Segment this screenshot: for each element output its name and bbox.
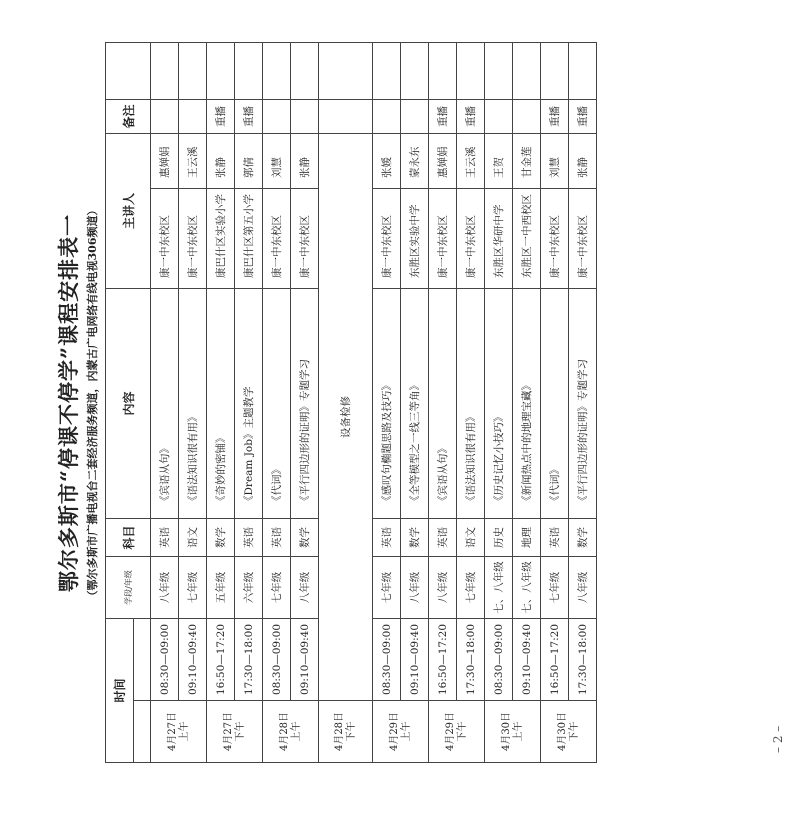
table-row bbox=[401, 42, 429, 762]
remark-cell bbox=[513, 99, 541, 133]
content-cell: 《历史记忆小技巧》 bbox=[485, 288, 513, 518]
blank-cell bbox=[485, 42, 513, 99]
school-cell: 康一中东校区 bbox=[373, 188, 401, 288]
school-cell: 康一中东校区 bbox=[263, 188, 291, 288]
date-label: 4月30日 bbox=[556, 711, 568, 752]
date-label: 4月29日 bbox=[444, 711, 456, 752]
school-cell: 康巴什区第五小学 bbox=[235, 188, 263, 288]
blank-cell bbox=[373, 42, 401, 99]
subject-cell: 英语 bbox=[373, 518, 401, 556]
school-cell: 康一中东校区 bbox=[291, 188, 319, 288]
table-row bbox=[429, 42, 457, 762]
date-cell bbox=[207, 701, 263, 763]
subject-cell: 语文 bbox=[179, 518, 207, 556]
content-cell: 《平行四边形的证明》专题学习 bbox=[291, 288, 319, 518]
teacher-cell: 郭倩 bbox=[235, 133, 263, 188]
teacher-cell: 张静 bbox=[569, 133, 597, 188]
header-speaker: 主讲人 bbox=[106, 133, 151, 288]
date-cell bbox=[429, 701, 485, 763]
header-time: 时间 bbox=[106, 618, 134, 762]
table-row bbox=[485, 42, 513, 762]
blank-cell bbox=[457, 42, 485, 99]
period-label: 下午 bbox=[345, 721, 357, 742]
date-label: 4月29日 bbox=[388, 711, 400, 752]
blank-cell bbox=[569, 42, 597, 99]
time-cell: 16:50—17:20 bbox=[207, 618, 235, 700]
header-grade: 学段/年级 bbox=[106, 556, 151, 618]
school-cell: 东胜区实验中学 bbox=[401, 188, 429, 288]
period-label: 上午 bbox=[178, 721, 190, 742]
content-cell: 《感叹句椭题思路及技巧》 bbox=[373, 288, 401, 518]
remark-cell: 重播 bbox=[457, 99, 485, 133]
subject-cell: 语文 bbox=[457, 518, 485, 556]
subject-cell: 数学 bbox=[291, 518, 319, 556]
grade-cell: 八年级 bbox=[291, 556, 319, 618]
time-cell: 09:10—09:40 bbox=[179, 618, 207, 700]
school-cell: 康一中东校区 bbox=[569, 188, 597, 288]
teacher-cell: 王云溪 bbox=[179, 133, 207, 188]
period-label: 上午 bbox=[290, 721, 302, 742]
subject-cell: 数学 bbox=[569, 518, 597, 556]
time-cell: 17:30—18:00 bbox=[569, 618, 597, 700]
time-cell: 08:30—09:00 bbox=[263, 618, 291, 700]
period-label: 下午 bbox=[568, 721, 580, 742]
blank-cell bbox=[179, 42, 207, 99]
header-content: 内容 bbox=[106, 288, 151, 518]
table-row bbox=[569, 42, 597, 762]
header-remark: 备注 bbox=[106, 99, 151, 133]
grade-cell: 六年级 bbox=[235, 556, 263, 618]
table-row bbox=[235, 42, 263, 762]
school-cell: 东胜区一中西校区 bbox=[513, 188, 541, 288]
remark-cell bbox=[179, 99, 207, 133]
grade-cell: 七、八年级 bbox=[485, 556, 513, 618]
remark-cell bbox=[263, 99, 291, 133]
header-time-date bbox=[134, 701, 151, 763]
teacher-cell: 张媛 bbox=[373, 133, 401, 188]
subject-cell: 历史 bbox=[485, 518, 513, 556]
school-cell: 康一中东校区 bbox=[429, 188, 457, 288]
time-cell: 16:50—17:20 bbox=[541, 618, 569, 700]
period-label: 下午 bbox=[234, 721, 246, 742]
time-cell: 09:10—09:40 bbox=[513, 618, 541, 700]
subject-cell: 英语 bbox=[151, 518, 179, 556]
remark-cell bbox=[319, 99, 373, 133]
period-label: 上午 bbox=[400, 721, 412, 742]
subject-cell: 数学 bbox=[207, 518, 235, 556]
grade-cell: 七年级 bbox=[457, 556, 485, 618]
content-cell: 《平行四边形的证明》专题学习 bbox=[569, 288, 597, 518]
blank-cell bbox=[263, 42, 291, 99]
content-cell: 《Dream Job》主题教学 bbox=[235, 288, 263, 518]
grade-cell: 七年级 bbox=[179, 556, 207, 618]
remark-cell: 重播 bbox=[429, 99, 457, 133]
content-cell: 《宾语从句》 bbox=[151, 288, 179, 518]
content-cell: 《代词》 bbox=[541, 288, 569, 518]
subject-cell: 英语 bbox=[235, 518, 263, 556]
period-label: 上午 bbox=[512, 721, 524, 742]
table-row bbox=[541, 42, 569, 762]
school-cell: 康一中东校区 bbox=[151, 188, 179, 288]
period-label: 下午 bbox=[456, 721, 468, 742]
grade-cell: 七年级 bbox=[541, 556, 569, 618]
blank-cell bbox=[207, 42, 235, 99]
page-title: 鄂尔多斯市“停课不停学”课程安排表一 bbox=[56, 213, 81, 593]
teacher-cell: 刘慧 bbox=[541, 133, 569, 188]
blank-cell bbox=[401, 42, 429, 99]
date-label: 4月27日 bbox=[222, 711, 234, 752]
grade-cell: 五年级 bbox=[207, 556, 235, 618]
school-cell: 康一中东校区 bbox=[541, 188, 569, 288]
table-row bbox=[373, 42, 401, 762]
date-cell bbox=[373, 701, 429, 763]
time-cell: 08:30—09:00 bbox=[373, 618, 401, 700]
time-cell: 09:10—09:40 bbox=[401, 618, 429, 700]
teacher-cell: 惠婵娟 bbox=[151, 133, 179, 188]
teacher-cell: 惠婵娟 bbox=[429, 133, 457, 188]
teacher-cell: 刘慧 bbox=[263, 133, 291, 188]
teacher-cell: 王贺 bbox=[485, 133, 513, 188]
school-cell: 康巴什区实验小学 bbox=[207, 188, 235, 288]
blank-cell bbox=[541, 42, 569, 99]
schedule-table bbox=[105, 42, 597, 763]
remark-cell bbox=[401, 99, 429, 133]
date-label: 4月30日 bbox=[500, 711, 512, 752]
schedule-body bbox=[151, 42, 597, 762]
table-row bbox=[319, 42, 373, 762]
table-row bbox=[207, 42, 235, 762]
time-cell: 08:30—09:00 bbox=[151, 618, 179, 700]
grade-cell: 七年级 bbox=[373, 556, 401, 618]
content-cell: 《代词》 bbox=[263, 288, 291, 518]
content-cell: 《宾语从句》 bbox=[429, 288, 457, 518]
maintenance-notice: 设备检修 bbox=[319, 133, 373, 700]
grade-cell: 八年级 bbox=[151, 556, 179, 618]
teacher-cell: 张静 bbox=[291, 133, 319, 188]
date-label: 4月28日 bbox=[333, 711, 345, 752]
header-time-slot bbox=[134, 618, 151, 700]
blank-cell bbox=[319, 42, 373, 99]
blank-cell bbox=[291, 42, 319, 99]
subject-cell: 数学 bbox=[401, 518, 429, 556]
remark-cell: 重播 bbox=[207, 99, 235, 133]
date-cell bbox=[541, 701, 597, 763]
content-cell: 《全等模型之一线三等角》 bbox=[401, 288, 429, 518]
teacher-cell: 甘金莲 bbox=[513, 133, 541, 188]
blank-cell bbox=[513, 42, 541, 99]
content-cell: 《语法知识很有用》 bbox=[457, 288, 485, 518]
date-cell bbox=[263, 701, 319, 763]
teacher-cell: 蒙永东 bbox=[401, 133, 429, 188]
grade-cell: 七年级 bbox=[263, 556, 291, 618]
time-cell: 09:10—09:40 bbox=[291, 618, 319, 700]
time-cell: 16:50—17:20 bbox=[429, 618, 457, 700]
subject-cell: 英语 bbox=[429, 518, 457, 556]
blank-cell bbox=[235, 42, 263, 99]
time-cell: 17:30—18:00 bbox=[235, 618, 263, 700]
header-blank bbox=[106, 42, 151, 99]
remark-cell bbox=[373, 99, 401, 133]
date-cell bbox=[151, 701, 207, 763]
schedule-page bbox=[53, 43, 785, 763]
grade-cell: 七、八年级 bbox=[513, 556, 541, 618]
table-row bbox=[151, 42, 179, 762]
date-cell bbox=[319, 701, 373, 763]
blank-cell bbox=[151, 42, 179, 99]
content-cell: 《奇妙的密铺》 bbox=[207, 288, 235, 518]
date-label: 4月27日 bbox=[166, 711, 178, 752]
grade-cell: 八年级 bbox=[429, 556, 457, 618]
remark-cell: 重播 bbox=[235, 99, 263, 133]
table-row bbox=[457, 42, 485, 762]
table-row bbox=[291, 42, 319, 762]
table-row bbox=[513, 42, 541, 762]
grade-cell: 八年级 bbox=[569, 556, 597, 618]
page-subtitle: （鄂尔多斯市广播电视台二套经济服务频道，内蒙古广电网络有线电视306频道） bbox=[86, 204, 99, 602]
school-cell: 东胜区华研中学 bbox=[485, 188, 513, 288]
teacher-cell: 张静 bbox=[207, 133, 235, 188]
remark-cell bbox=[291, 99, 319, 133]
subject-cell: 英语 bbox=[541, 518, 569, 556]
content-cell: 《新闻热点中的地理宝藏》 bbox=[513, 288, 541, 518]
blank-cell bbox=[429, 42, 457, 99]
subject-cell: 地理 bbox=[513, 518, 541, 556]
remark-cell: 重播 bbox=[541, 99, 569, 133]
teacher-cell: 王云溪 bbox=[457, 133, 485, 188]
date-label: 4月28日 bbox=[278, 711, 290, 752]
grade-cell: 八年级 bbox=[401, 556, 429, 618]
date-cell bbox=[485, 701, 541, 763]
header-subject: 科目 bbox=[106, 518, 151, 556]
school-cell: 康一中东校区 bbox=[457, 188, 485, 288]
remark-cell: 重播 bbox=[569, 99, 597, 133]
content-cell: 《语法知识很有用》 bbox=[179, 288, 207, 518]
time-cell: 08:30—09:00 bbox=[485, 618, 513, 700]
time-cell: 17:30—18:00 bbox=[457, 618, 485, 700]
subject-cell: 英语 bbox=[263, 518, 291, 556]
page-number: – 2 – bbox=[771, 725, 785, 753]
table-row bbox=[179, 42, 207, 762]
remark-cell bbox=[151, 99, 179, 133]
school-cell: 康一中东校区 bbox=[179, 188, 207, 288]
remark-cell bbox=[485, 99, 513, 133]
table-row bbox=[263, 42, 291, 762]
